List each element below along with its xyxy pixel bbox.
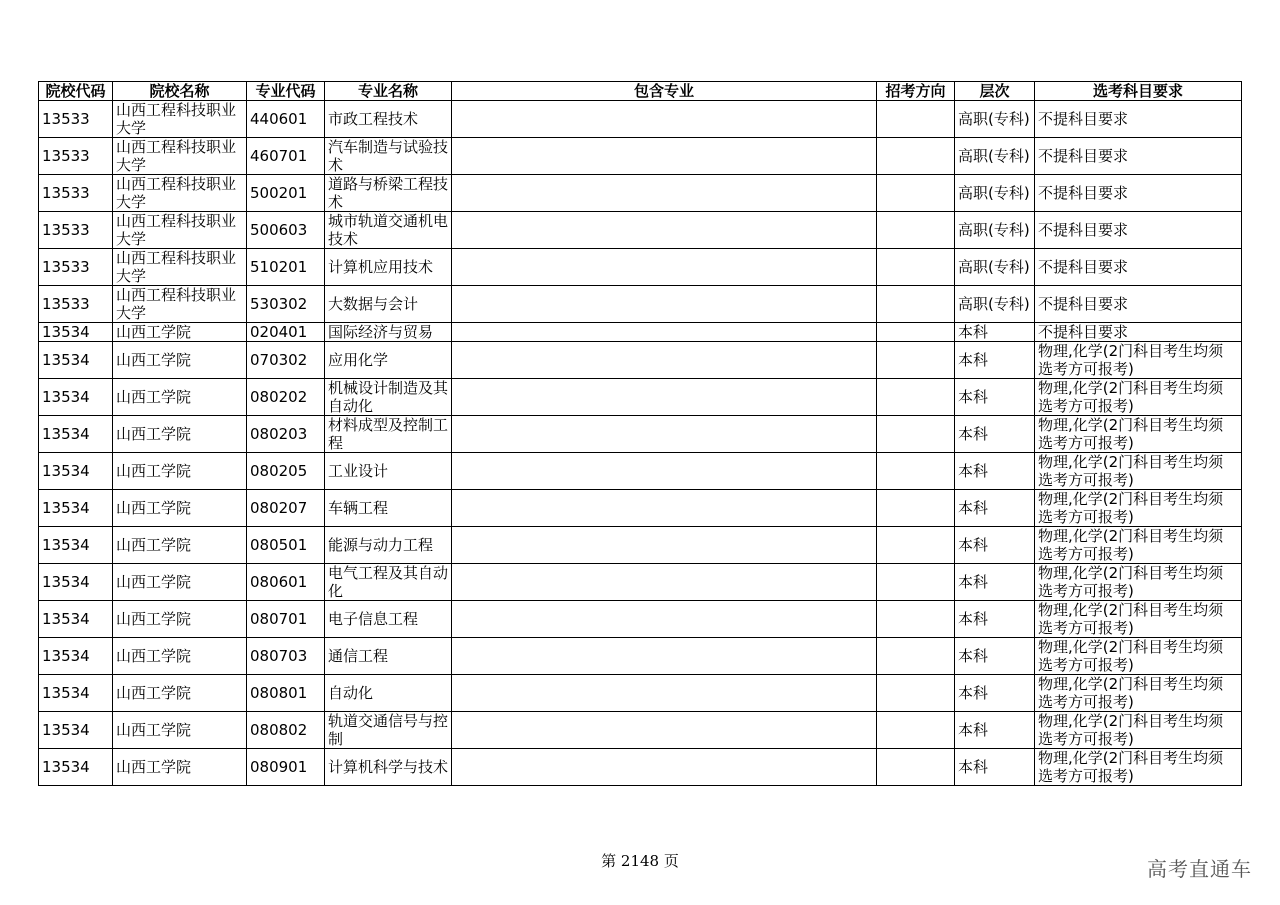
direction-cell [877, 101, 955, 138]
table-body [39, 101, 1242, 786]
major-name-cell: 车辆工程 [325, 490, 452, 527]
direction-cell [877, 323, 955, 342]
level-cell: 本科 [955, 342, 1035, 379]
school-name-cell: 山西工学院 [113, 379, 247, 416]
school-name-cell: 山西工学院 [113, 527, 247, 564]
direction-cell [877, 675, 955, 712]
subject-requirement-cell: 物理,化学(2门科目考生均须选考方可报考) [1035, 379, 1242, 416]
included-majors-cell [452, 453, 877, 490]
major-name-cell: 电子信息工程 [325, 601, 452, 638]
school-code-cell: 13534 [39, 749, 113, 786]
subject-requirement-cell: 不提科目要求 [1035, 323, 1242, 342]
major-code-cell: 070302 [247, 342, 325, 379]
subject-requirement-cell: 物理,化学(2门科目考生均须选考方可报考) [1035, 453, 1242, 490]
table-header-row [39, 82, 1242, 101]
major-name-cell: 计算机应用技术 [325, 249, 452, 286]
included-majors-cell [452, 175, 877, 212]
major-name-cell: 应用化学 [325, 342, 452, 379]
table-row [39, 527, 1242, 564]
major-name-cell: 计算机科学与技术 [325, 749, 452, 786]
major-code-cell: 080207 [247, 490, 325, 527]
major-name-cell: 国际经济与贸易 [325, 323, 452, 342]
level-cell: 本科 [955, 453, 1035, 490]
major-name-cell: 自动化 [325, 675, 452, 712]
school-name-cell: 山西工程科技职业大学 [113, 101, 247, 138]
level-cell: 高职(专科) [955, 212, 1035, 249]
level-cell: 本科 [955, 712, 1035, 749]
school-code-cell: 13534 [39, 638, 113, 675]
major-name-cell: 市政工程技术 [325, 101, 452, 138]
subject-requirement-cell: 不提科目要求 [1035, 249, 1242, 286]
table-row [39, 249, 1242, 286]
major-code-cell: 080205 [247, 453, 325, 490]
table-row [39, 342, 1242, 379]
included-majors-cell [452, 675, 877, 712]
subject-requirement-cell: 不提科目要求 [1035, 101, 1242, 138]
school-code-cell: 13533 [39, 249, 113, 286]
level-cell: 本科 [955, 675, 1035, 712]
major-name-cell: 轨道交通信号与控制 [325, 712, 452, 749]
table-row [39, 212, 1242, 249]
table-row [39, 101, 1242, 138]
school-code-cell: 13534 [39, 564, 113, 601]
header-direction: 招考方向 [877, 82, 955, 101]
major-name-cell: 机械设计制造及其自动化 [325, 379, 452, 416]
school-name-cell: 山西工程科技职业大学 [113, 286, 247, 323]
level-cell: 本科 [955, 416, 1035, 453]
direction-cell [877, 212, 955, 249]
school-code-cell: 13533 [39, 212, 113, 249]
school-name-cell: 山西工学院 [113, 453, 247, 490]
table-row [39, 379, 1242, 416]
major-code-cell: 020401 [247, 323, 325, 342]
school-code-cell: 13533 [39, 286, 113, 323]
major-name-cell: 能源与动力工程 [325, 527, 452, 564]
table-row [39, 490, 1242, 527]
table-row [39, 564, 1242, 601]
header-level: 层次 [955, 82, 1035, 101]
page-number: 第 2148 页 [601, 852, 679, 870]
included-majors-cell [452, 527, 877, 564]
direction-cell [877, 416, 955, 453]
subject-requirement-cell: 不提科目要求 [1035, 138, 1242, 175]
subject-requirement-cell: 物理,化学(2门科目考生均须选考方可报考) [1035, 490, 1242, 527]
major-code-cell: 080703 [247, 638, 325, 675]
level-cell: 本科 [955, 749, 1035, 786]
included-majors-cell [452, 101, 877, 138]
major-code-cell: 080701 [247, 601, 325, 638]
subject-requirement-cell: 物理,化学(2门科目考生均须选考方可报考) [1035, 749, 1242, 786]
table-row [39, 453, 1242, 490]
major-name-cell: 材料成型及控制工程 [325, 416, 452, 453]
header-subject-requirement: 选考科目要求 [1035, 82, 1242, 101]
included-majors-cell [452, 601, 877, 638]
header-major-code: 专业代码 [247, 82, 325, 101]
direction-cell [877, 453, 955, 490]
major-name-cell: 电气工程及其自动化 [325, 564, 452, 601]
major-code-cell: 440601 [247, 101, 325, 138]
school-code-cell: 13534 [39, 527, 113, 564]
subject-requirement-cell: 物理,化学(2门科目考生均须选考方可报考) [1035, 416, 1242, 453]
included-majors-cell [452, 712, 877, 749]
direction-cell [877, 749, 955, 786]
subject-requirement-cell: 物理,化学(2门科目考生均须选考方可报考) [1035, 342, 1242, 379]
table-row [39, 638, 1242, 675]
level-cell: 高职(专科) [955, 175, 1035, 212]
table-row [39, 416, 1242, 453]
level-cell: 本科 [955, 527, 1035, 564]
school-code-cell: 13534 [39, 323, 113, 342]
major-name-cell: 通信工程 [325, 638, 452, 675]
direction-cell [877, 564, 955, 601]
level-cell: 高职(专科) [955, 138, 1035, 175]
level-cell: 高职(专科) [955, 286, 1035, 323]
school-name-cell: 山西工学院 [113, 490, 247, 527]
school-name-cell: 山西工学院 [113, 323, 247, 342]
included-majors-cell [452, 212, 877, 249]
direction-cell [877, 490, 955, 527]
subject-requirement-cell: 不提科目要求 [1035, 286, 1242, 323]
major-code-cell: 080801 [247, 675, 325, 712]
included-majors-cell [452, 749, 877, 786]
direction-cell [877, 286, 955, 323]
table-row [39, 601, 1242, 638]
school-name-cell: 山西工程科技职业大学 [113, 175, 247, 212]
subject-requirement-cell: 物理,化学(2门科目考生均须选考方可报考) [1035, 527, 1242, 564]
direction-cell [877, 342, 955, 379]
table-row [39, 749, 1242, 786]
direction-cell [877, 379, 955, 416]
major-name-cell: 城市轨道交通机电技术 [325, 212, 452, 249]
major-code-cell: 080601 [247, 564, 325, 601]
school-name-cell: 山西工程科技职业大学 [113, 249, 247, 286]
school-code-cell: 13533 [39, 101, 113, 138]
table-row [39, 675, 1242, 712]
major-code-cell: 080802 [247, 712, 325, 749]
major-code-cell: 510201 [247, 249, 325, 286]
table-row [39, 286, 1242, 323]
subject-requirement-cell: 物理,化学(2门科目考生均须选考方可报考) [1035, 675, 1242, 712]
school-code-cell: 13534 [39, 416, 113, 453]
included-majors-cell [452, 138, 877, 175]
school-name-cell: 山西工学院 [113, 712, 247, 749]
major-code-cell: 080901 [247, 749, 325, 786]
subject-requirement-cell: 不提科目要求 [1035, 212, 1242, 249]
major-name-cell: 道路与桥梁工程技术 [325, 175, 452, 212]
school-name-cell: 山西工学院 [113, 342, 247, 379]
direction-cell [877, 601, 955, 638]
direction-cell [877, 249, 955, 286]
table-row [39, 323, 1242, 342]
subject-requirement-cell: 不提科目要求 [1035, 175, 1242, 212]
subject-requirement-cell: 物理,化学(2门科目考生均须选考方可报考) [1035, 638, 1242, 675]
school-code-cell: 13534 [39, 675, 113, 712]
included-majors-cell [452, 342, 877, 379]
table-row [39, 712, 1242, 749]
school-code-cell: 13534 [39, 453, 113, 490]
major-name-cell: 汽车制造与试验技术 [325, 138, 452, 175]
school-name-cell: 山西工学院 [113, 564, 247, 601]
subject-requirement-cell: 物理,化学(2门科目考生均须选考方可报考) [1035, 601, 1242, 638]
admissions-table [38, 81, 1242, 786]
direction-cell [877, 175, 955, 212]
major-code-cell: 500201 [247, 175, 325, 212]
header-major-name: 专业名称 [325, 82, 452, 101]
major-code-cell: 500603 [247, 212, 325, 249]
level-cell: 本科 [955, 601, 1035, 638]
included-majors-cell [452, 323, 877, 342]
school-name-cell: 山西工程科技职业大学 [113, 138, 247, 175]
included-majors-cell [452, 379, 877, 416]
included-majors-cell [452, 249, 877, 286]
school-name-cell: 山西工学院 [113, 749, 247, 786]
header-school-name: 院校名称 [113, 82, 247, 101]
school-code-cell: 13534 [39, 712, 113, 749]
level-cell: 本科 [955, 490, 1035, 527]
major-name-cell: 工业设计 [325, 453, 452, 490]
school-code-cell: 13533 [39, 175, 113, 212]
level-cell: 高职(专科) [955, 101, 1035, 138]
direction-cell [877, 638, 955, 675]
major-code-cell: 080202 [247, 379, 325, 416]
major-code-cell: 530302 [247, 286, 325, 323]
school-code-cell: 13534 [39, 379, 113, 416]
school-name-cell: 山西工学院 [113, 675, 247, 712]
table-row [39, 175, 1242, 212]
school-name-cell: 山西工学院 [113, 638, 247, 675]
included-majors-cell [452, 490, 877, 527]
watermark-logo-text: 高考直通车 [1147, 857, 1252, 881]
school-name-cell: 山西工学院 [113, 416, 247, 453]
school-code-cell: 13533 [39, 138, 113, 175]
included-majors-cell [452, 416, 877, 453]
direction-cell [877, 138, 955, 175]
subject-requirement-cell: 物理,化学(2门科目考生均须选考方可报考) [1035, 564, 1242, 601]
level-cell: 本科 [955, 564, 1035, 601]
table-row [39, 138, 1242, 175]
header-school-code: 院校代码 [39, 82, 113, 101]
direction-cell [877, 527, 955, 564]
major-code-cell: 460701 [247, 138, 325, 175]
included-majors-cell [452, 286, 877, 323]
included-majors-cell [452, 638, 877, 675]
level-cell: 本科 [955, 323, 1035, 342]
included-majors-cell [452, 564, 877, 601]
school-name-cell: 山西工学院 [113, 601, 247, 638]
level-cell: 本科 [955, 379, 1035, 416]
school-code-cell: 13534 [39, 342, 113, 379]
subject-requirement-cell: 物理,化学(2门科目考生均须选考方可报考) [1035, 712, 1242, 749]
school-name-cell: 山西工程科技职业大学 [113, 212, 247, 249]
direction-cell [877, 712, 955, 749]
header-included-majors: 包含专业 [452, 82, 877, 101]
school-code-cell: 13534 [39, 601, 113, 638]
major-name-cell: 大数据与会计 [325, 286, 452, 323]
major-code-cell: 080501 [247, 527, 325, 564]
level-cell: 本科 [955, 638, 1035, 675]
major-code-cell: 080203 [247, 416, 325, 453]
level-cell: 高职(专科) [955, 249, 1035, 286]
school-code-cell: 13534 [39, 490, 113, 527]
